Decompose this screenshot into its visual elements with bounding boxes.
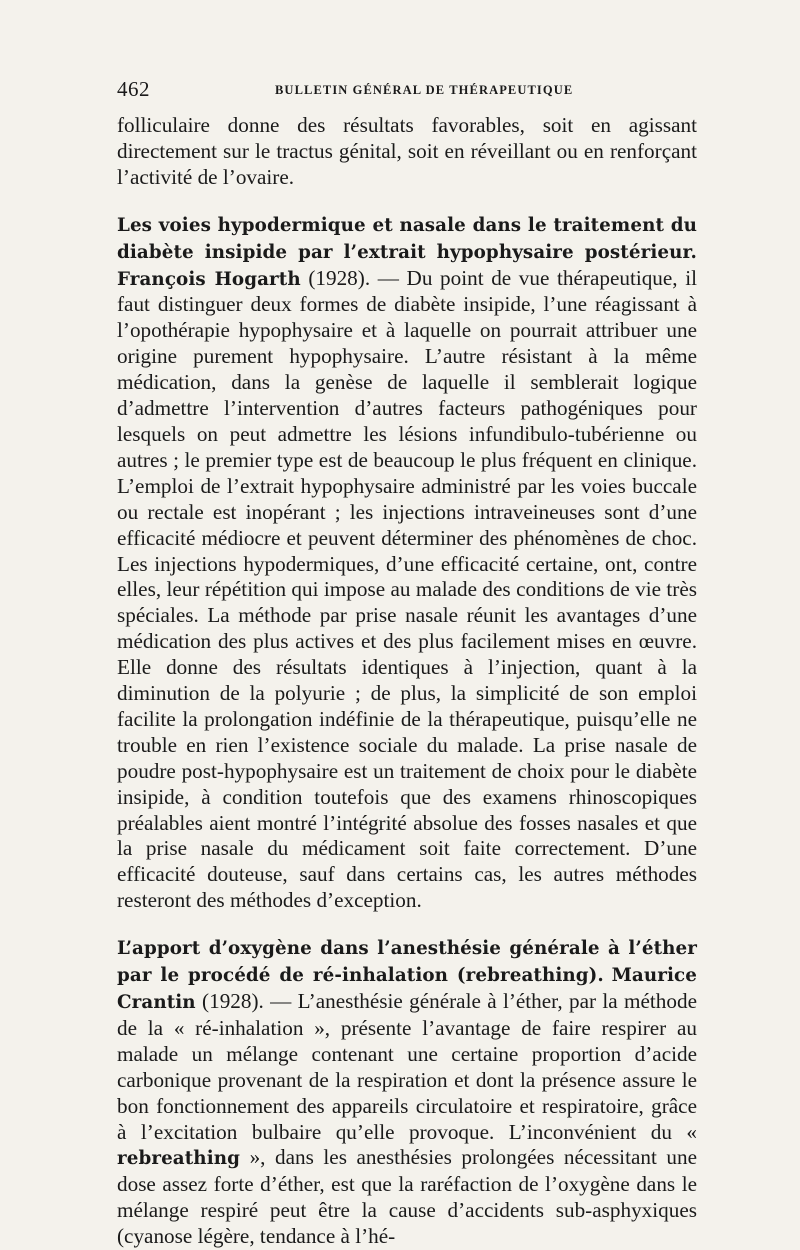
- article-body: [117, 113, 697, 1250]
- abstract-term: rebreathing: [117, 1148, 241, 1170]
- abstract-author: Maurice Crantin: [117, 965, 698, 1013]
- abstract-hogarth: [117, 212, 697, 914]
- running-head: BULLETIN GÉNÉRAL DE THÉRAPEUTIQUE: [275, 83, 574, 97]
- page-header: [117, 77, 697, 107]
- abstract-title: Les voies hypodermique et nasale dans le traitement du diabète insipide par l’extrait hypophysaire postérieur.: [117, 214, 697, 263]
- abstract-text: (1928). — L’anesthésie générale à l’éther, par la méthode de la « ré-inhalation », présente l’avantage de faire respirer au malade un mélange contenant une certaine proportion d’acide carbonique provenant de la respiration et dont la présence assure le bon fonctionnement des appareils circulatoire et respiratoire, grâce à l’excitation bulbaire qu’elle provoque. L’inconvénient du «: [117, 989, 697, 1144]
- abstract-author: François Hogarth: [117, 268, 301, 290]
- abstract-text: (1928). — Du point de vue thérapeutique, il faut distinguer deux formes de diabète insipide, l’une réagissant à l’opothérapie hypophysaire et à laquelle on pourrait attribuer une origine purement hypophysaire. L’autre résistant à la même médication, dans la genèse de laquelle il semblerait logique d’admettre l’intervention d’autres facteurs pathogéniques pour lesquels on peut admettre les lésions infundibulo-tubérienne ou autres ; le premier type est de beaucoup le plus fréquent en clinique. L’emploi de l’extrait hypophysaire administré par les voies buccale ou rectale est inopérant ; les injections intraveineuses sont d’une efficacité médiocre et peuvent déterminer des phénomènes de choc. Les injections hypodermiques, d’une efficacité certaine, ont, contre elles, leur répétition qui impose au malade des conditions de vie très spéciales. La méthode par prise nasale réunit les avantages d’une médication des plus actives et des plus facilement mises en œuvre. Elle donne des résultats identiques à l’injection, quant à la diminution de la polyurie ; de plus, la simplicité de son emploi facilite la prolongation indéfinie de la thérapeutique, puisqu’elle ne trouble en rien l’existence sociale du malade. La prise nasale de poudre post-hypophysaire est un traitement de choix pour le diabète insipide, à condition toutefois que des examens rhinoscopiques préalables aient montré l’intégrité absolue des fosses nasales et que la prise nasale du médicament soit faite correctement. D’une efficacité douteuse, sauf dans certains cas, les autres méthodes resteront des méthodes d’exception.: [117, 265, 697, 913]
- page-number: 462: [117, 77, 150, 101]
- abstract-crantin: [117, 935, 697, 1250]
- paragraph-continuation: [117, 113, 697, 191]
- paragraph-text: folliculaire donne des résultats favorables, soit en agissant directement sur le tractus génital, soit en réveillant ou en renforçant l’activité de l’ovaire.: [117, 113, 697, 189]
- abstract-title: L’apport d’oxygène dans l’anesthésie générale à l’éther par le procédé de ré-inhalation (rebreathing).: [117, 938, 697, 987]
- abstract-text-continued: », dans les anesthésies prolongées nécessitant une dose assez forte d’éther, est que la raréfaction de l’oxygène dans le mélange respiré peut être la cause d’accidents sub-asphyxiques (cyanose légère, tendance à l’hé-: [117, 1145, 697, 1249]
